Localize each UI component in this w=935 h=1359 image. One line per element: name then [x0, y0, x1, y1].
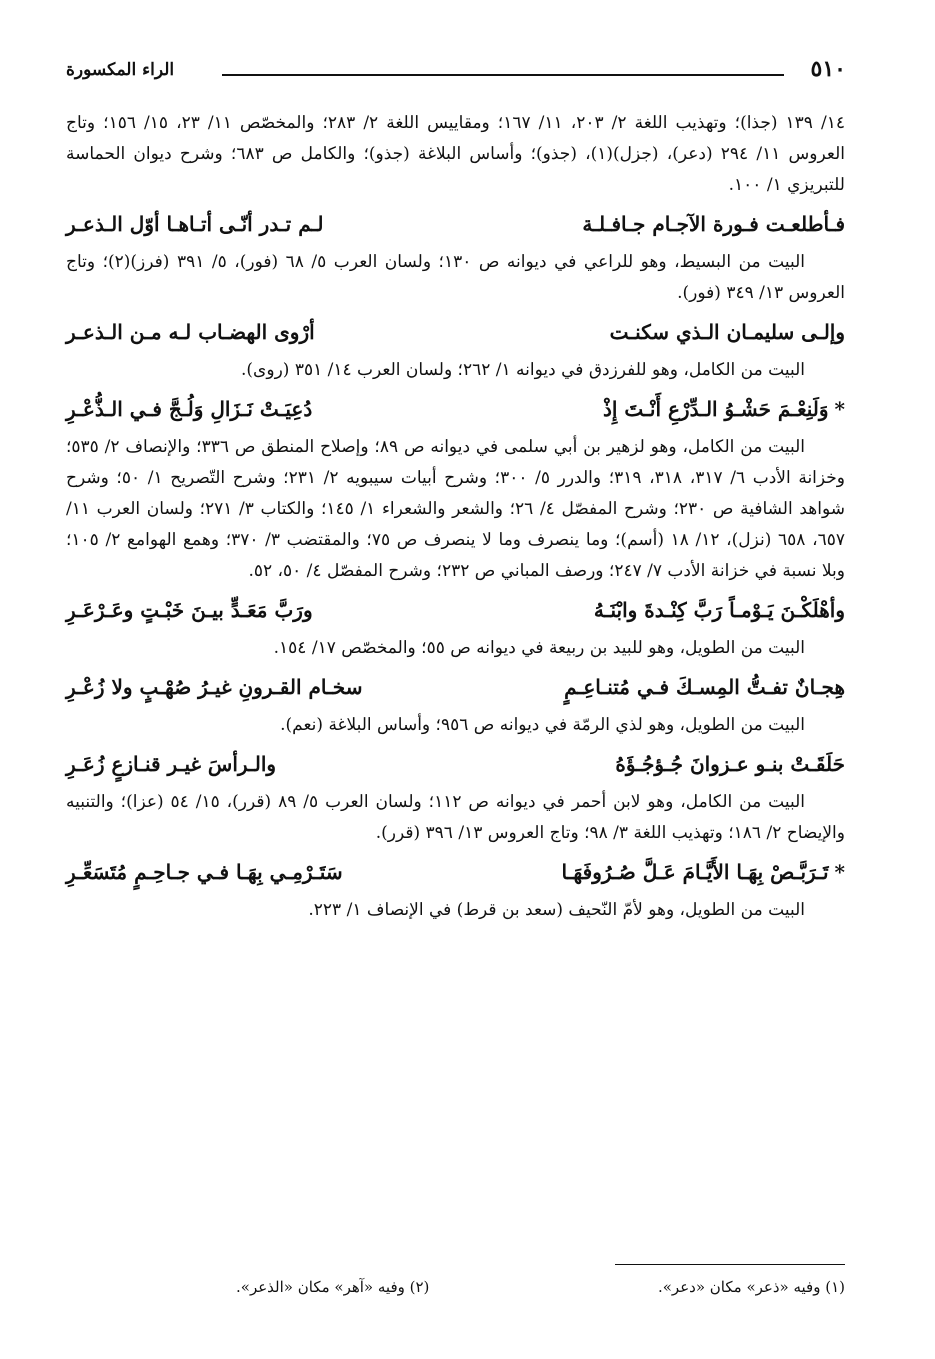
verse-line	[66, 745, 845, 783]
verse-first-hemistich-text: تَـرَبَّـصْ بِهَـا الأَيَّـامَ عَـلَّ صُـرُوفَهَـا	[561, 860, 829, 884]
verse-second-hemistich: دُعِيَـتْ نَـزَالِ وَلُـجَّ فـي الـذُّعْـرِ	[66, 397, 313, 421]
verse-first-hemistich: وإلـى سليمـان الـذي سكنـت	[609, 320, 845, 344]
header-rule	[222, 74, 784, 76]
verse-line	[66, 853, 845, 891]
footnote-2: (٢) وفيه «آهر» مكان «الذعر».	[236, 1278, 430, 1296]
citation-paragraph: ١٤/ ١٣٩ (جذا)؛ وتهذيب اللغة ٢/ ٢٠٣، ١١/ ١٦٧؛ ومقاييس اللغة ٢/ ٢٨٣؛ والمخصّص ١١/ ٢٣، ١٥/ ١٥٦؛ وتاج العروس ١١/ ٢٩٤ (دعر)، (جزل)(١)، (جذو)؛ وأساس البلاغة (جذو)؛ والكامل ص ٦٨٣؛ وشرح ديوان الحماسة للتبريزي ١/ ١٠٠.	[66, 113, 845, 195]
verse-star-marker: *	[834, 397, 845, 421]
chapter-title: الراء المكسورة	[66, 60, 175, 80]
verse-second-hemistich: ورَبَّ مَعَـدٍّ بيـنَ خَبْـتٍ وعَـرْعَـرِ	[66, 598, 313, 622]
verse-second-hemistich: لـم تـدر أنّـى أتـاهـا أوّل الـذعـر	[66, 212, 324, 236]
verse-second-hemistich: سخـام القـرونِ غيـرُ صُهْـبٍ ولا زُعْـرِ	[66, 675, 363, 699]
verse-first-hemistich	[561, 853, 845, 891]
verse-first-hemistich: وأهْلَكْـنَ يَـوْمـاً رَبَّ كِنْـدةَ وابْنَـهُ	[593, 598, 845, 622]
verse-first-hemistich-text: وَلَنِعْـمَ حَشْـوُ الـدِّرْعِ أَنْـتَ إِذْ	[602, 397, 829, 421]
verse-line	[66, 668, 845, 706]
verse-second-hemistich: والـرأسَ غيـر قنـازعٍ زُعَـرِ	[66, 752, 277, 776]
verse-line	[66, 313, 845, 351]
page-body	[66, 108, 845, 926]
citation-paragraph: البيت من الطويل، وهو لذي الرمّة في ديوانه ص ٩٥٦؛ وأساس البلاغة (نعم).	[280, 715, 805, 735]
verse-first-hemistich: حَلَقَـتْ بنـو عـزوانَ جُـؤجُـؤَهُ	[615, 752, 845, 776]
citation-paragraph: البيت من الكامل، وهو لابن أحمر في ديوانه ص ١١٢؛ ولسان العرب ٥/ ٨٩ (قرر)، ١٥/ ٥٤ (عزا)؛ والتنبيه والإيضاح ٢/ ١٨٦؛ وتهذيب اللغة ٣/ ٩٨؛ وتاج العروس ١٣/ ٣٩٦ (قرر).	[66, 792, 845, 843]
citation-paragraph: البيت من الطويل، وهو للبيد بن ربيعة في ديوانه ص ٥٥؛ والمخصّص ١٧/ ١٥٤.	[273, 638, 805, 658]
verse-first-hemistich: هِجـانٌ تفـتُّ المِسـكَ فـي مُتنـاعِـمٍ	[564, 675, 845, 699]
page-number: ٥١٠	[810, 56, 846, 82]
verse-star-marker: *	[834, 860, 845, 884]
footnotes	[66, 1264, 845, 1299]
citation-paragraph: البيت من البسيط، وهو للراعي في ديوانه ص ١٣٠؛ ولسان العرب ٥/ ٦٨ (فور)، ٥/ ٣٩١ (فرز)(٢)؛ وتاج العروس ١٣/ ٣٤٩ (فور).	[66, 252, 845, 303]
verse-second-hemistich: أرْوى الهضـاب لـه مـن الـذعـر	[66, 320, 315, 344]
citation-paragraph: البيت من الكامل، وهو للفرزدق في ديوانه ١/ ٢٦٢؛ ولسان العرب ١٤/ ٣٥١ (روى).	[241, 360, 805, 380]
citation-paragraph: البيت من الطويل، وهو لأمّ النّحيف (سعد بن قرط) في الإنصاف ١/ ٢٢٣.	[308, 900, 805, 920]
page-header	[66, 56, 846, 92]
footnote-rule	[615, 1264, 845, 1265]
citation-paragraph: البيت من الكامل، وهو لزهير بن أبي سلمى في ديوانه ص ٨٩؛ وإصلاح المنطق ص ٣٣٦؛ والإنصاف ٢/ ٥٣٥؛ وخزانة الأدب ٦/ ٣١٧، ٣١٨، ٣١٩؛ والدرر ٥/ ٣٠٠؛ وشرح أبيات سيبويه ٢/ ٢٣١؛ وشرح التّصريح ١/ ٥٠؛ وشرح شواهد الشافية ص ٢٣٠؛ وشرح المفصّل ٤/ ٢٦؛ والشعر والشعراء ١/ ١٤٥؛ والكتاب ٣/ ٢٧١؛ ولسان العرب ١١/ ٦٥٧، ٦٥٨ (نزل)، ١٢/ ١٨ (أسم)؛ وما ينصرف وما لا ينصرف ص ٧٥؛ والمقتضب ٣/ ٣٧٠؛ وهمع الهوامع ٢/ ١٠٥؛ وبلا نسبة في خزانة الأدب ٧/ ٢٤٧؛ ورصف المباني ص ٢٣٢؛ وشرح المفصّل ٤/ ٥٠، ٥٢.	[66, 437, 846, 581]
verse-line	[66, 205, 845, 243]
verse-first-hemistich	[603, 390, 845, 428]
verse-first-hemistich: فـأطلعـت فـورة الآجـام جـافـلـة	[582, 212, 845, 236]
verse-line	[66, 591, 845, 629]
footnote-1: (١) وفيه «ذعر» مكان «دعر».	[657, 1278, 845, 1296]
verse-second-hemistich: سَتَـرْمِـي بِهَـا فـي جـاحِـمٍ مُتَسَعِّـرِ	[66, 860, 343, 884]
verse-line	[66, 390, 845, 428]
footnote-row	[66, 1275, 845, 1299]
